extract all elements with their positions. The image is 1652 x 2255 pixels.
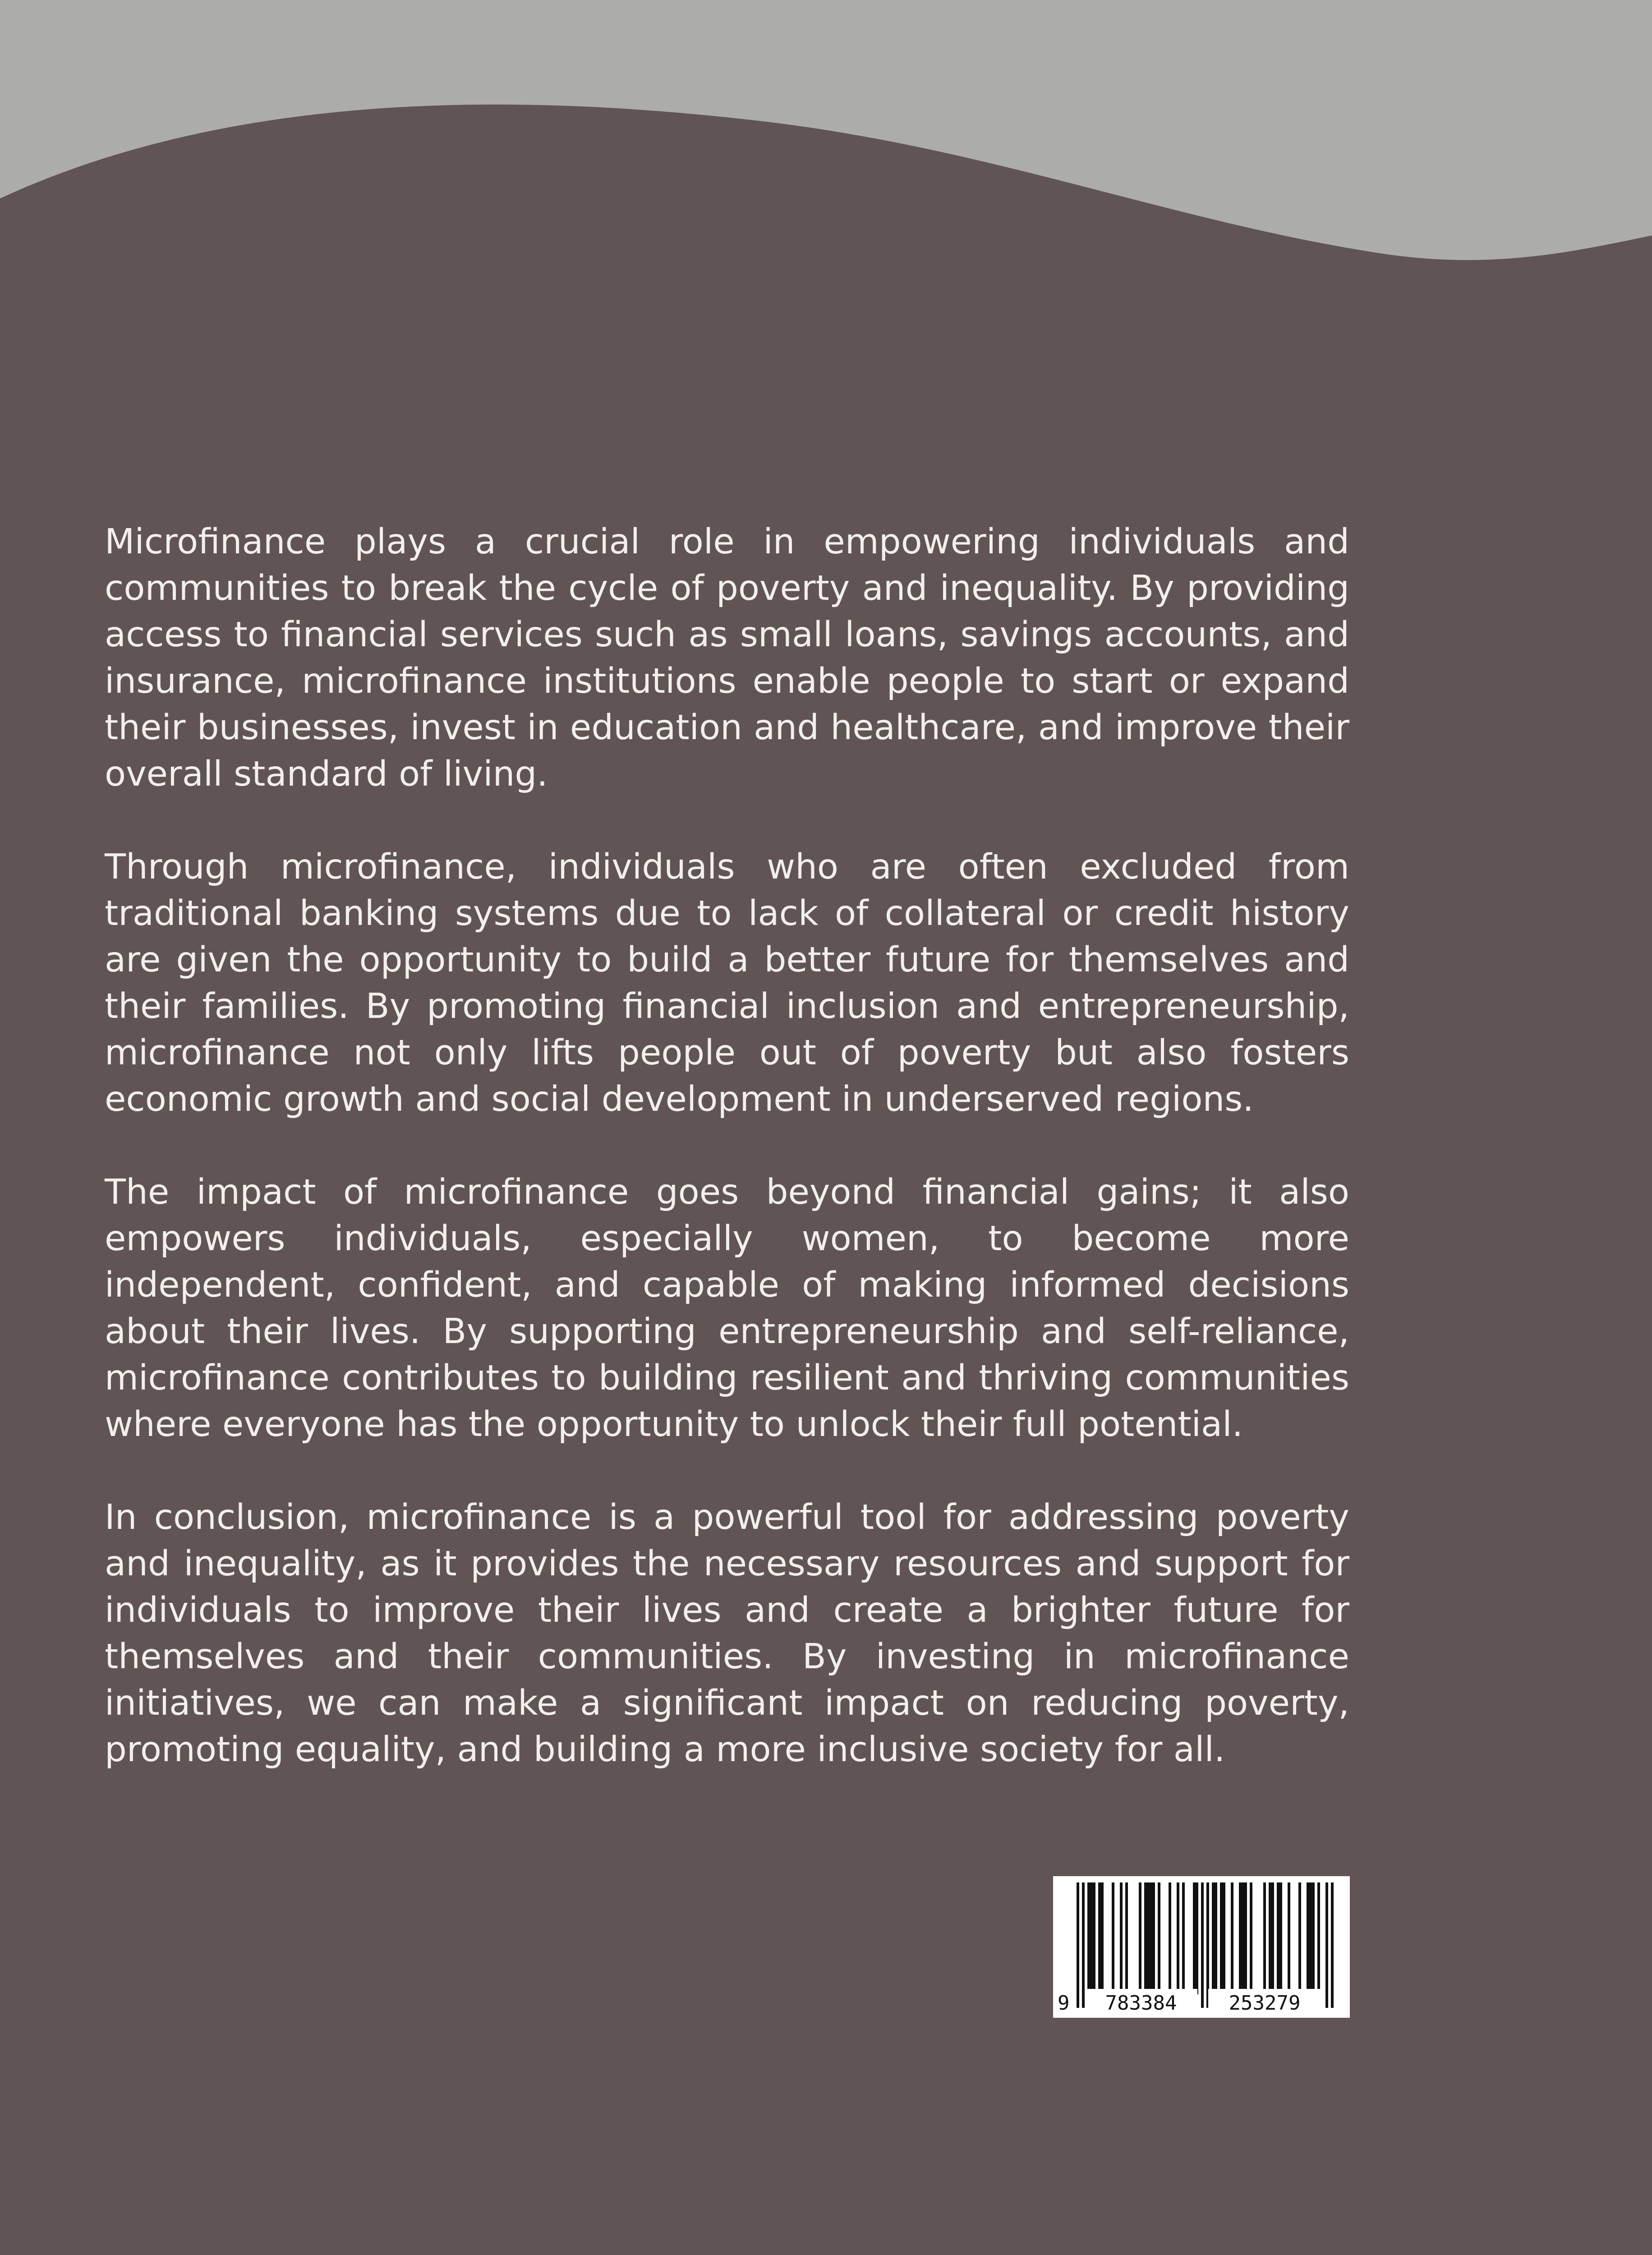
barcode-bar (1139, 1882, 1141, 1994)
cover-body-text (105, 519, 1349, 1773)
barcode-bar (1269, 1882, 1274, 1994)
barcode-left-digits: 783384 (1085, 1989, 1197, 2018)
paragraph-intro: Microfinance plays a crucial role in empowering individuals and communities to break the cycle of poverty and inequality. By providing access to financial services such as small loans, savings accounts, and insurance, microfinance institutions enable people to start or expand their businesses, invest in education and healthcare, and improve their overall standard of living. (105, 522, 1349, 794)
barcode-bar (1212, 1882, 1217, 1994)
barcode-bar (1263, 1882, 1266, 1994)
barcode-right-digits: 253279 (1208, 1989, 1321, 2018)
barcode-bar (1307, 1882, 1315, 1994)
barcode-bar (1098, 1882, 1104, 1994)
barcode-digits (1053, 1989, 1350, 2018)
barcode-bar (1193, 1882, 1198, 1994)
barcode-bar (1231, 1882, 1233, 1994)
paragraph-conclusion: In conclusion, microfinance is a powerful tool for addressing poverty and inequality, as it provides the necessary resources and support for individuals to improve their lives and create a brighter future for themselves and their communities. By investing in microfinance initiatives, we can make a significant impact on reducing poverty, promoting equality, and building a more inclusive society for all. (105, 1497, 1349, 1770)
barcode-bar (1120, 1882, 1123, 1994)
barcode-lead-digit: 9 (1058, 1992, 1070, 2015)
isbn-barcode (1053, 1876, 1350, 2018)
barcode-bar (1317, 1882, 1320, 1994)
barcode-bar (1112, 1882, 1114, 1994)
barcode-bar (1239, 1882, 1247, 1994)
barcode-bar (1298, 1882, 1301, 1994)
paragraph-inclusion: Through microfinance, individuals who are often excluded from traditional banking systems due to lack of collateral or credit history are given the opportunity to build a better future for themselves and their families. By promoting financial inclusion and entrepreneurship, microfinance not only lifts people out of poverty but also fosters economic growth and social development in underserved regions. (105, 847, 1349, 1119)
barcode-bar (1177, 1882, 1179, 1994)
barcode-bar (1144, 1882, 1155, 1994)
barcode-bar (1087, 1882, 1095, 1994)
barcode-bar (1158, 1882, 1160, 1994)
barcode-bar (1288, 1882, 1290, 1994)
paragraph-impact: The impact of microfinance goes beyond financial gains; it also empowers individuals, especially women, to become more independent, confident, and capable of making informed decisions about their lives. By supporting entrepreneurship and self-reliance, microfinance contributes to building resilient and thriving communities where everyone has the opportunity to unlock their full potential. (105, 1172, 1349, 1445)
barcode-bar (1250, 1882, 1252, 1994)
barcode-bar (1220, 1882, 1225, 1994)
barcode-bar (1277, 1882, 1282, 1994)
barcode-bar (1182, 1882, 1185, 1994)
barcode-bar (1125, 1882, 1128, 1994)
top-wave-decoration (0, 0, 1652, 280)
barcode-bar (1169, 1882, 1171, 1994)
